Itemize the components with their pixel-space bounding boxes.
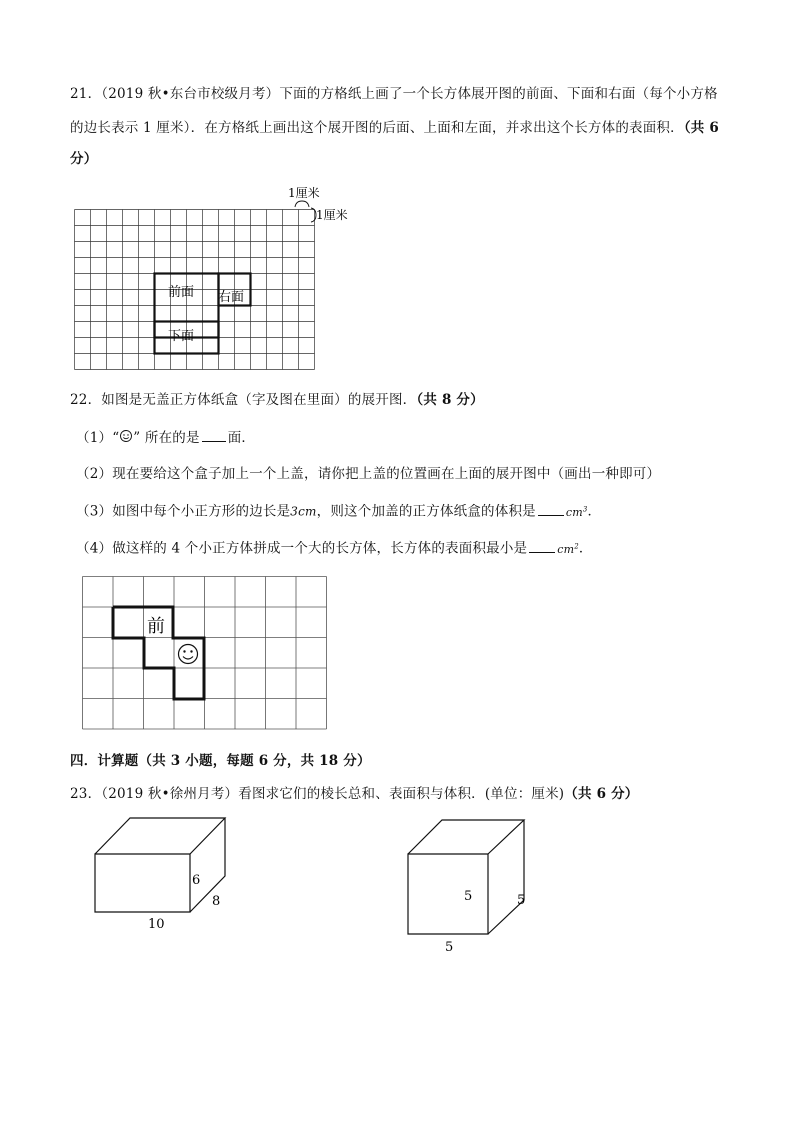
q21-face-bottom-label: 下面 [168,329,195,344]
q22-s4-blank[interactable] [529,540,555,553]
q23-cuboid-top [95,818,225,854]
q23-cube-front [408,854,488,934]
q22-s1-a: （1）“ [76,430,120,446]
q22-title-line [70,391,484,409]
q23-cuboid-length: 10 [148,917,165,932]
q21-scale-label-side: 1厘米 [316,208,348,222]
q23-cube-length: 5 [445,940,454,955]
q22-s1 [76,429,255,447]
q22-smiley-icon [179,645,198,664]
q22-s1-b: ” 所在的是 [133,430,200,446]
q22-s3-c: ． [587,503,602,520]
q22-s3-b: ，则这个加盖的正方体纸盒的体积是 [316,503,536,520]
q23-cuboid-front [95,854,190,912]
q21-face-front-label: 前面 [168,285,195,300]
q23-text: 23．（2019 秋•徐州月考）看图求它们的棱长总和、表面积与体积．(单位：厘米) [70,786,565,802]
q21-face-right-label: 右面 [218,290,245,305]
q22-s1-c: 面． [227,430,256,446]
q22-s1-blank[interactable] [202,429,226,442]
q23-cube-depth: 5 [517,893,526,908]
q22-s4-unit: $cm^2$ [557,542,579,556]
q23-cuboid-height: 6 [192,873,201,888]
q21-line2-text: 的边长表示 1 厘米）．在方格纸上画出这个展开图的后面、上面和左面，并求出这个长方体的表面积． [70,120,684,136]
q21-score-b: 分） [70,151,98,167]
q22-s2: （2）现在要给这个盒子加上一个上盖，请你把上盖的位置画在上面的展开图中（画出一种即可） [76,466,661,482]
q23-cube-figure [400,812,540,957]
q23-cube-top [408,820,524,854]
q23-line [70,785,638,803]
q22-face-front-label: 前 [147,616,165,637]
q22-grid-figure [78,572,338,737]
q21-score-a: （共 6 [683,120,719,136]
q21-scale-bracket-top [295,201,309,207]
q22-title: 22．如图是无盖正方体纸盒（字及图在里面）的展开图． [70,392,417,408]
q21-grid [75,210,315,370]
q21-grid-figure [70,180,370,375]
q22-s4 [76,537,593,559]
q22-s3 [76,500,601,522]
section4-title: 四．计算题（共 3 小题，每题 6 分，共 18 分） [70,753,371,769]
q23-cuboid-depth: 8 [212,894,221,909]
q22-s4-c: ． [578,540,593,557]
q21-scale-label-top: 1厘米 [288,186,320,200]
q22-s3-blank[interactable] [538,503,564,516]
q21-line1: 21．（2019 秋•东台市校级月考）下面的方格纸上画了一个长方体展开图的前面、下面和右面（每个小方格 [70,86,718,102]
smiley-icon [119,429,133,443]
q23-cuboid-figure [85,812,245,937]
q23-cube-height: 5 [464,889,473,904]
q22-score: （共 8 分） [416,392,484,408]
q22-s3-val: 3cm [290,504,317,519]
q22-s4-a: （4）做这样的 4 个小正方体拼成一个大的长方体，长方体的表面积最小是 [76,540,528,557]
q23-score: （共 6 分） [564,786,639,802]
q21-line2 [70,119,719,137]
q22-s3-a: （3）如图中每个小正方形的边长是 [76,503,291,520]
q22-s3-unit: $cm^3$ [565,505,588,519]
